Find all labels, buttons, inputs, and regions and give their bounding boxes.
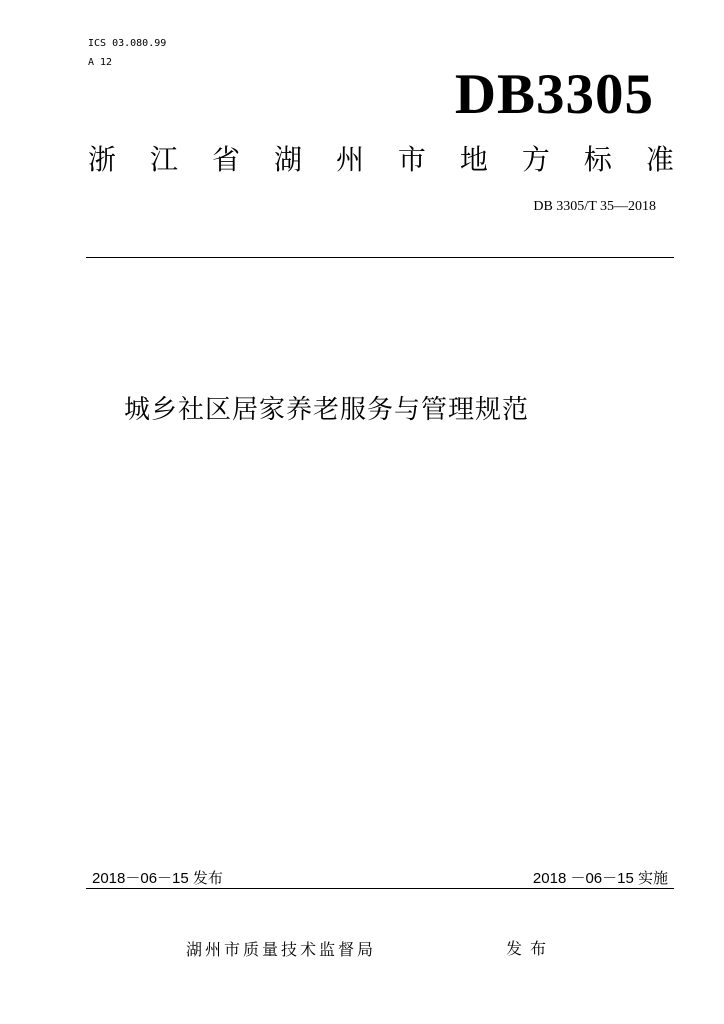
standard-kind-char: 浙	[88, 143, 117, 176]
ccs-code: A 12	[88, 57, 113, 68]
standard-code-large: DB3305	[454, 63, 654, 126]
bottom-divider	[86, 888, 674, 889]
publish-label: 发布	[506, 939, 555, 958]
standard-kind-char: 方	[521, 143, 550, 176]
date-row	[88, 869, 674, 889]
standard-kind-char: 湖	[273, 143, 302, 176]
standard-kind-char: 准	[645, 143, 674, 176]
standard-kind-heading	[88, 140, 674, 180]
standard-kind-char: 省	[211, 143, 240, 176]
standard-kind-char: 标	[583, 143, 612, 176]
standard-kind-char: 州	[335, 143, 364, 176]
implementation-date: 2018 －06－15 实施	[532, 870, 668, 887]
document-title: 城乡社区居家养老服务与管理规范	[124, 395, 530, 425]
top-divider	[86, 257, 674, 258]
publisher-name: 湖州市质量技术监督局	[186, 940, 377, 959]
standard-kind-char: 市	[397, 143, 426, 176]
issue-date: 2018－06－15 发布	[92, 870, 223, 887]
ics-code: ICS 03.080.99	[88, 38, 167, 49]
standard-kind-char: 江	[149, 143, 178, 176]
standard-number: DB 3305/T 35—2018	[533, 199, 656, 214]
standard-kind-char: 地	[459, 143, 488, 176]
